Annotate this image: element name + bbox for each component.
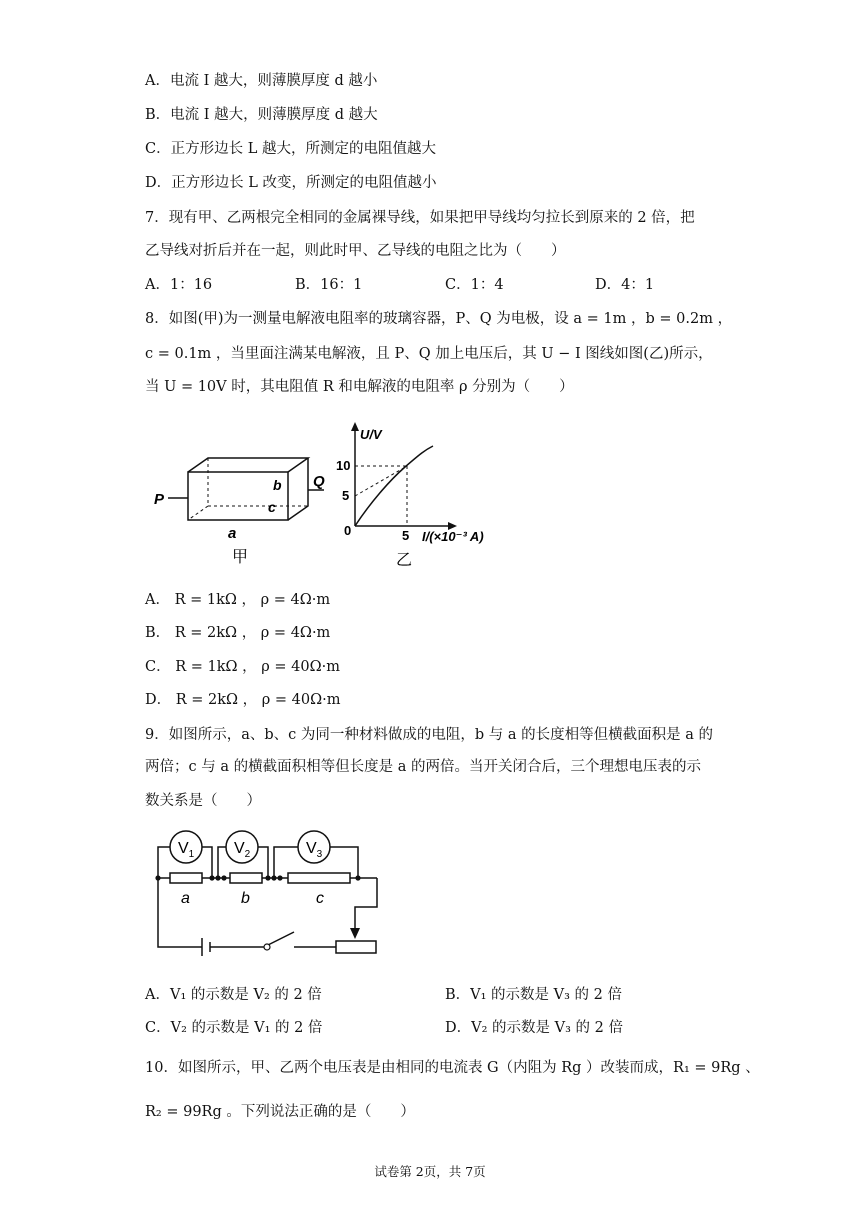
resistor-c-label: c [316,890,324,907]
q8-option-a: A． R = 1kΩ ， ρ = 4Ω·m [145,592,331,608]
slider-arrow [350,928,360,939]
q8-option-c: C． R = 1kΩ ， ρ = 40Ω·m [145,659,340,675]
v2-wire-left [218,847,226,878]
q9-option-c: C．V₂ 的示数是 V₁ 的 2 倍 [145,1020,323,1036]
junction-dot [155,875,160,880]
y-axis-arrow [351,422,359,431]
q7-stem-line2: 乙导线对折后并在一起，则此时甲、乙导线的电阻之比为（ ） [145,243,566,259]
switch-pivot [264,944,270,950]
q7-option-b: B．16：1 [295,277,363,293]
figure-yi-graph [330,418,520,578]
q8-stem-line2: c = 0.1m ，当里面注满某电解液，且 P、Q 加上电压后，其 U − I 图线如图(乙)所示， [145,346,713,362]
q7-stem-line1: 7．现有甲、乙两根完全相同的金属裸导线，如果把甲导线均匀拉长到原来的 2 倍，把 [145,210,695,226]
junction-dot [265,875,270,880]
resistor-c [288,873,350,883]
q8-option-d: D． R = 2kΩ ， ρ = 40Ω·m [145,692,341,708]
q9-stem-line2: 两倍；c 与 a 的横截面积相等但长度是 a 的两倍。当开关闭合后，三个理想电压表的示 [145,759,701,775]
rheostat [336,941,376,953]
v1-wire-left [158,847,170,878]
q6-option-c: C．正方形边长 L 越大，所测定的电阻值越大 [145,141,436,157]
q9-option-b: B．V₁ 的示数是 V₃ 的 2 倍 [445,987,622,1003]
q6-option-d: D．正方形边长 L 改变，所测定的电阻值越小 [145,175,437,191]
q7-option-d: D．4：1 [595,277,655,293]
label-c: c [268,499,276,515]
v1-label: $V_1$ [178,840,195,860]
figure-circuit [150,825,390,960]
y-axis-label: U/V [360,427,382,442]
q8-option-b: B． R = 2kΩ ， ρ = 4Ω·m [145,625,331,641]
q9-option-a: A．V₁ 的示数是 V₂ 的 2 倍 [145,987,322,1003]
label-b: b [273,477,282,493]
q9-stem-line1: 9．如图所示，a、b、c 为同一种材料做成的电阻，b 与 a 的长度相等但横截面积是 a 的 [145,727,713,743]
q9-option-d: D．V₂ 的示数是 V₃ 的 2 倍 [445,1020,623,1036]
origin-tick-0: 0 [344,523,352,538]
label-a: a [228,525,237,542]
resistor-b [230,873,262,883]
caption-jia: 甲 [232,549,249,566]
resistor-a-label: a [181,890,190,907]
v2-label: $V_2$ [234,840,251,860]
v3-label: $V_3$ [306,840,323,860]
q7-option-a: A．1：16 [145,277,213,293]
x-axis-label: I/(×10⁻³ A) [422,529,484,544]
box-top-face [188,458,308,472]
label-p: P [154,491,165,508]
q7-option-c: C．1：4 [445,277,504,293]
resistor-b-label: b [241,890,250,907]
q10-stem-line2: R₂ = 99Rg 。下列说法正确的是（ ） [145,1104,415,1120]
u-i-curve [355,446,433,526]
q6-option-b: B．电流 I 越大，则薄膜厚度 d 越大 [145,107,378,123]
switch-lever [268,932,294,945]
y-tick-5: 5 [342,488,350,503]
figure-jia-container [150,450,340,575]
v1-wire-right [202,847,212,878]
box-right-face [288,458,308,520]
q10-stem-line1: 10．如图所示，甲、乙两个电压表是由相同的电流表 G（内阻为 Rg ）改装而成，R₁ = 9Rg 、 [145,1060,760,1076]
label-q: Q [313,473,325,490]
junction-dot [355,875,360,880]
caption-yi: 乙 [396,552,413,569]
junction-dot [277,875,282,880]
junction-dot [209,875,214,880]
q8-stem-line3: 当 U = 10V 时，其电阻值 R 和电解液的电阻率 ρ 分别为（ ） [145,379,574,395]
box-hidden-edge-d [188,506,208,520]
q9-stem-line3: 数关系是（ ） [145,793,261,809]
page-footer: 试卷第 2页，共 7页 [374,1164,486,1179]
x-tick-5: 5 [402,528,410,543]
resistor-a [170,873,202,883]
wire-left-down [158,878,202,947]
junction-dot [221,875,226,880]
q8-stem-line1: 8．如图(甲)为一测量电解液电阻率的玻璃容器，P、Q 为电极，设 a = 1m ，b = 0.2m ， [145,311,733,327]
junction-dot [215,875,220,880]
junction-dot [271,875,276,880]
q6-option-a: A．电流 I 越大，则薄膜厚度 d 越小 [145,73,378,89]
wire-right-down [355,878,377,929]
y-tick-10: 10 [336,458,351,473]
